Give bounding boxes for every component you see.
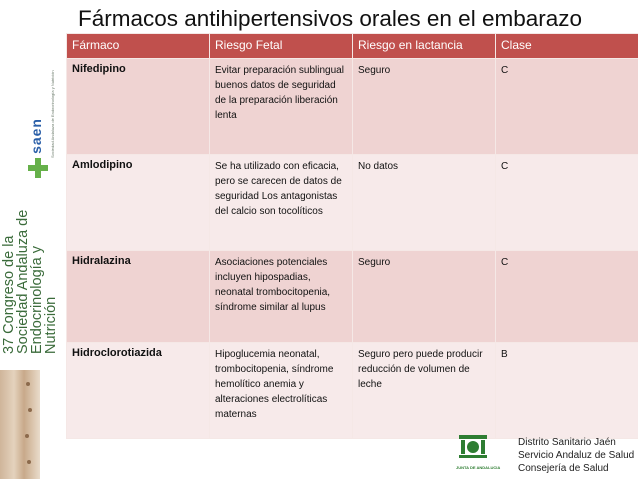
saen-logo-subtitle: Sociedad Andaluza de Endocrinología y Nutrición: [50, 70, 55, 158]
decorative-texture: [0, 370, 40, 479]
junta-emblem-icon: [456, 431, 490, 461]
drug-name: Hidralazina: [67, 251, 210, 343]
table-row: [67, 155, 638, 251]
class-cell: B: [496, 343, 638, 439]
table-row: [67, 59, 638, 155]
class-cell: C: [496, 155, 638, 251]
fetal-risk-cell: Se ha utilizado con eficacia, pero se carecen de datos de seguridad Los antagonistas del calcio son tocolíticos: [210, 155, 353, 251]
lactation-risk-cell: Seguro: [353, 59, 496, 155]
fetal-risk-cell: Hipoglucemia neonatal, trombocitopenia, síndrome hemolítico anemia y alteraciones electrolíticas maternas: [210, 343, 353, 439]
drug-name: Hidroclorotiazida: [67, 343, 210, 439]
class-cell: C: [496, 251, 638, 343]
institution-lines: [518, 436, 634, 475]
footer-institution: [448, 431, 638, 479]
column-header-fetal-risk: Riesgo Fetal: [210, 34, 353, 59]
drug-table: [66, 33, 638, 439]
column-header-drug: Fármaco: [67, 34, 210, 59]
congress-title: 37 Congreso de la Sociedad Andaluza de Endocrinología y Nutrición: [1, 209, 59, 354]
drug-name: Nifedipino: [67, 59, 210, 155]
table-header-row: [67, 34, 638, 59]
saen-logo: [14, 18, 55, 158]
fetal-risk-cell: Asociaciones potenciales incluyen hipospadias, neonatal trombocitopenia, síndrome similar al lupus: [210, 251, 353, 343]
cross-icon: [28, 158, 48, 178]
lactation-risk-cell: Seguro: [353, 251, 496, 343]
institution-line: Consejería de Salud: [518, 463, 609, 474]
fetal-risk-cell: Evitar preparación sublingual buenos datos de seguridad de la preparación liberación lenta: [210, 59, 353, 155]
junta-caption: JUNTA DE ANDALUCIA: [456, 465, 501, 470]
table-row: [67, 343, 638, 439]
drug-name: Amlodipino: [67, 155, 210, 251]
lactation-risk-cell: Seguro pero puede producir reducción de volumen de leche: [353, 343, 496, 439]
institution-line: Servicio Andaluz de Salud: [518, 450, 635, 461]
column-header-class: Clase: [496, 34, 638, 59]
table-row: [67, 251, 638, 343]
saen-logo-word: saen: [28, 118, 44, 154]
class-cell: C: [496, 59, 638, 155]
institution-line: Distrito Sanitario Jaén: [518, 437, 616, 448]
sidebar-branding: [0, 0, 64, 479]
page-title: Fármacos antihipertensivos orales en el embarazo: [78, 6, 582, 31]
column-header-lactation-risk: Riesgo en lactancia: [353, 34, 496, 59]
lactation-risk-cell: No datos: [353, 155, 496, 251]
